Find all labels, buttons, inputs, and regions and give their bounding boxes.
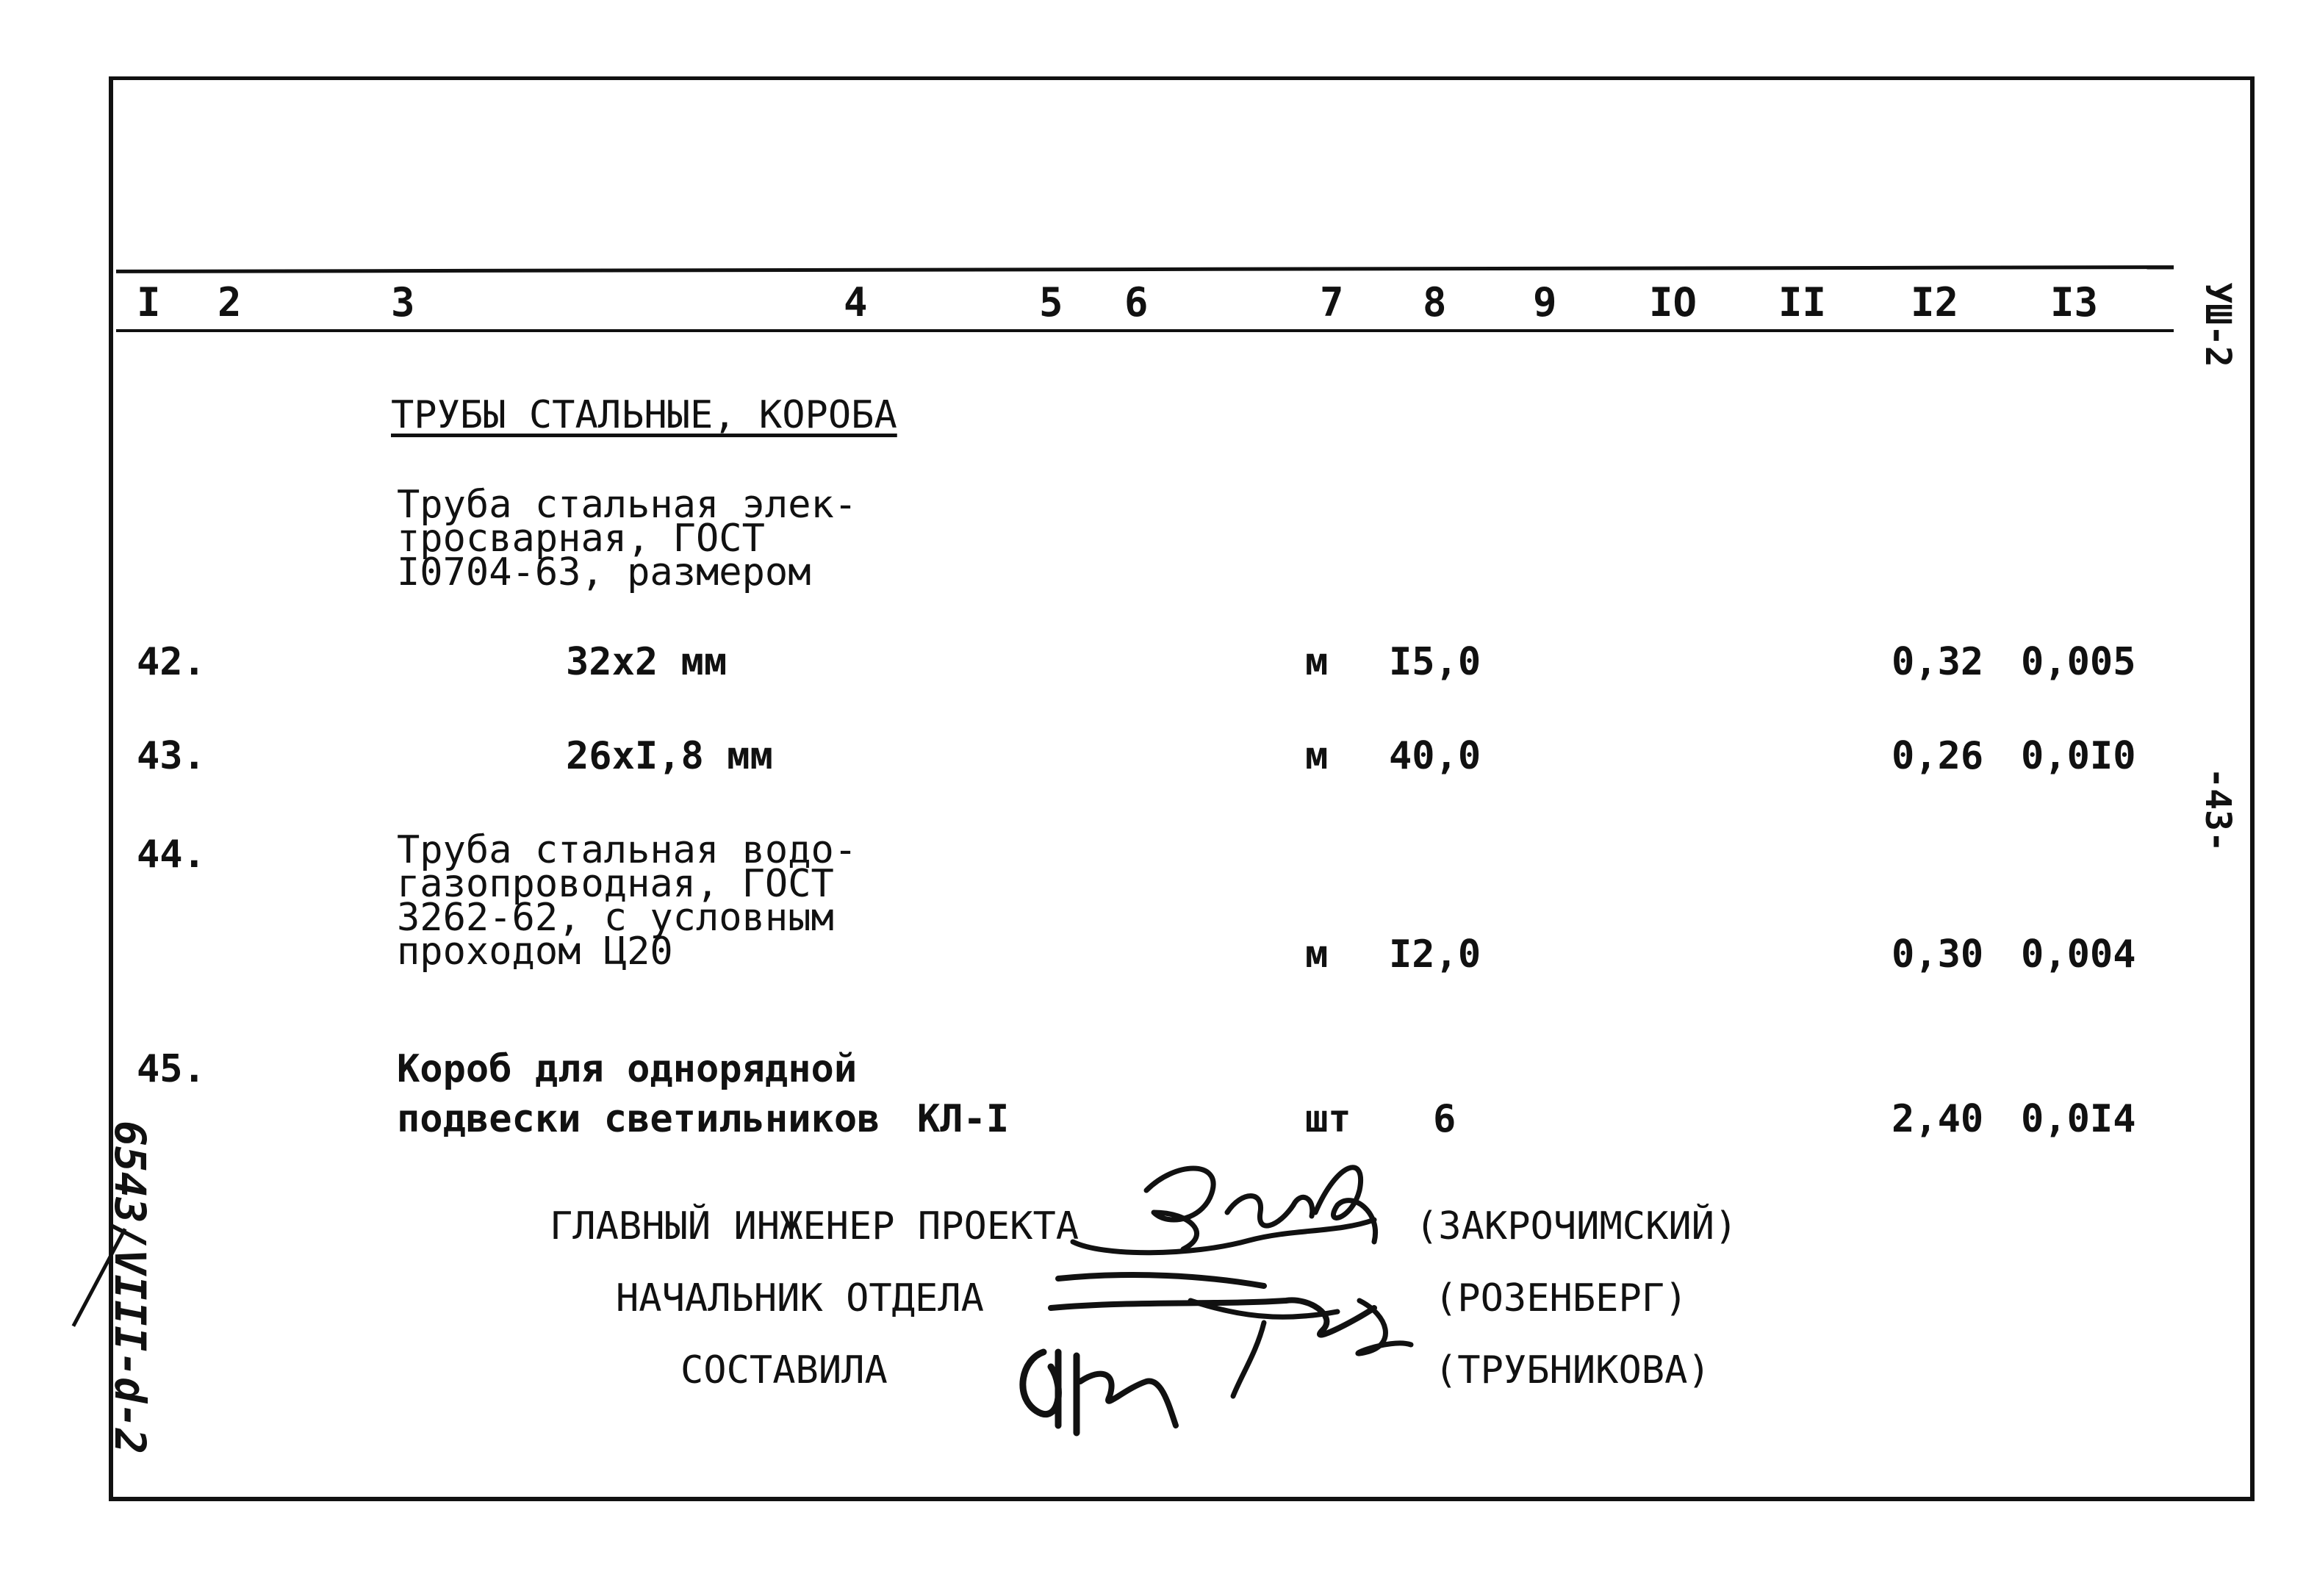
col13-cell: 0,0I0 — [2021, 734, 2136, 778]
signature-role: НАЧАЛЬНИК ОТДЕЛА — [616, 1276, 984, 1320]
page-number-label: -43- — [2196, 767, 2238, 852]
item-name: 26хI,8 мм — [566, 734, 773, 778]
col-header-13: I3 — [2050, 279, 2099, 326]
unit-cell: м — [1305, 932, 1329, 977]
col-header-4: 4 — [844, 279, 868, 326]
signature-role: СОСТАВИЛА — [680, 1348, 888, 1392]
col12-cell: 0,26 — [1892, 734, 1984, 778]
col-header-3: 3 — [391, 279, 415, 326]
quantity-cell: 40,0 — [1389, 734, 1481, 778]
quantity-cell: 6 — [1433, 1097, 1456, 1141]
signature-name: (ТРУБНИКОВА) — [1434, 1348, 1711, 1392]
row-number: 45. — [137, 1047, 206, 1091]
col-header-8: 8 — [1423, 279, 1447, 326]
quantity-cell: I5,0 — [1389, 640, 1481, 684]
item-name: Труба стальная водо- газопроводная, ГОСТ 3262-62, с условным проходом Ц20 — [397, 828, 858, 974]
row-number: 42. — [137, 640, 206, 684]
col12-cell: 0,32 — [1892, 640, 1984, 684]
col-header-5: 5 — [1039, 279, 1063, 326]
row-number: 44. — [137, 833, 206, 877]
col-header-10: IO — [1649, 279, 1698, 326]
col-header-7: 7 — [1320, 279, 1344, 326]
signature-name: (РОЗЕНБЕРГ) — [1434, 1276, 1688, 1320]
col-header-11: II — [1778, 279, 1827, 326]
item-name-line2: подвески светильников — [397, 1097, 880, 1141]
item-mark: КЛ-I — [917, 1097, 1010, 1141]
col12-cell: 0,30 — [1892, 932, 1984, 977]
col-header-6: 6 — [1124, 279, 1149, 326]
unit-cell: м — [1305, 734, 1329, 778]
item-name-line1: Короб для однорядной — [397, 1047, 858, 1091]
sheet-code-label: УШ-2 — [2196, 282, 2238, 367]
col-header-12: I2 — [1911, 279, 1959, 326]
signature-role: ГЛАВНЫЙ ИНЖЕНЕР ПРОЕКТА — [550, 1204, 1080, 1248]
col-header-1: I — [137, 279, 161, 326]
row-number: 43. — [137, 734, 206, 778]
col-header-9: 9 — [1533, 279, 1557, 326]
section-title: ТРУБЫ СТАЛЬНЫЕ, КОРОБА — [391, 393, 897, 437]
col12-cell: 2,40 — [1892, 1097, 1984, 1141]
unit-cell: м — [1305, 640, 1329, 684]
quantity-cell: I2,0 — [1389, 932, 1481, 977]
signature-name: (ЗАКРОЧИМСКИЙ) — [1415, 1204, 1738, 1248]
col-header-2: 2 — [218, 279, 242, 326]
item-name: 32х2 мм — [566, 640, 728, 684]
unit-cell: шт — [1305, 1097, 1351, 1141]
col13-cell: 0,004 — [2021, 932, 2136, 977]
section-intro: Труба стальная элек- тросварная, ГОСТ I0704-63, размером — [397, 483, 858, 594]
header-bottom-rule — [116, 329, 2174, 332]
col13-cell: 0,0I4 — [2021, 1097, 2136, 1141]
signature-compiler — [1007, 1323, 1198, 1443]
project-code-label: 6543/VIII-d-2 — [104, 1121, 155, 1454]
col13-cell: 0,005 — [2021, 640, 2136, 684]
